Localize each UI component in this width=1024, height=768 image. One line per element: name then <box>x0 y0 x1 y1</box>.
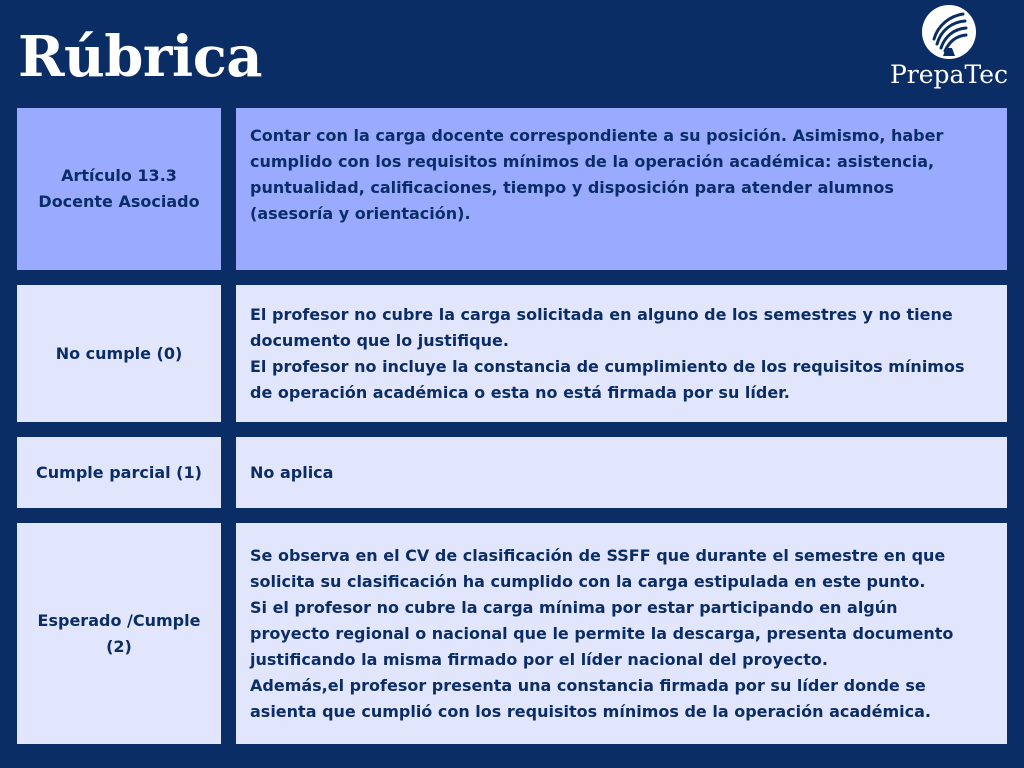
level-label: Cumple parcial (1) <box>17 437 221 508</box>
logo-wordmark: PrepaTec <box>889 60 1008 89</box>
criterion-label: Artículo 13.3 Docente Asociado <box>17 108 221 270</box>
page-title: Rúbrica <box>18 24 263 90</box>
rubric-level-row <box>17 523 1007 744</box>
rubric-level-row <box>17 437 1007 508</box>
level-description: No aplica <box>236 437 1007 508</box>
prepatec-logo <box>884 4 1014 96</box>
level-description: Se observa en el CV de clasificación de SSFF que durante el semestre en que solicita su clasificación ha cumplido con la carga estipulada en este punto. Si el profesor no cubre la carga mínima por estar participando en algún proyecto regional o nacional que le permite la descarga, presenta documento justificando la misma firmado por el líder nacional del proyecto. Además,el profesor presenta una constancia firmada por su líder donde se asienta que cumplió con los requisitos mínimos de la operación académica. <box>236 523 1007 744</box>
level-description: El profesor no cubre la carga solicitada en alguno de los semestres y no tiene documento que lo justifique. El profesor no incluye la constancia de cumplimiento de los requisitos mínimos de operación académica o esta no está firmada por su líder. <box>236 285 1007 422</box>
level-label: Esperado /Cumple (2) <box>17 523 221 744</box>
rubric-criterion-row <box>17 108 1007 270</box>
level-label: No cumple (0) <box>17 285 221 422</box>
criterion-description: Contar con la carga docente correspondiente a su posición. Asimismo, haber cumplido con los requisitos mínimos de la operación académica: asistencia, puntualidad, calificaciones, tiempo y disposición para atender alumnos (asesoría y orientación). <box>236 108 1007 270</box>
rubric-level-row <box>17 285 1007 422</box>
torch-flame-icon <box>921 4 977 60</box>
